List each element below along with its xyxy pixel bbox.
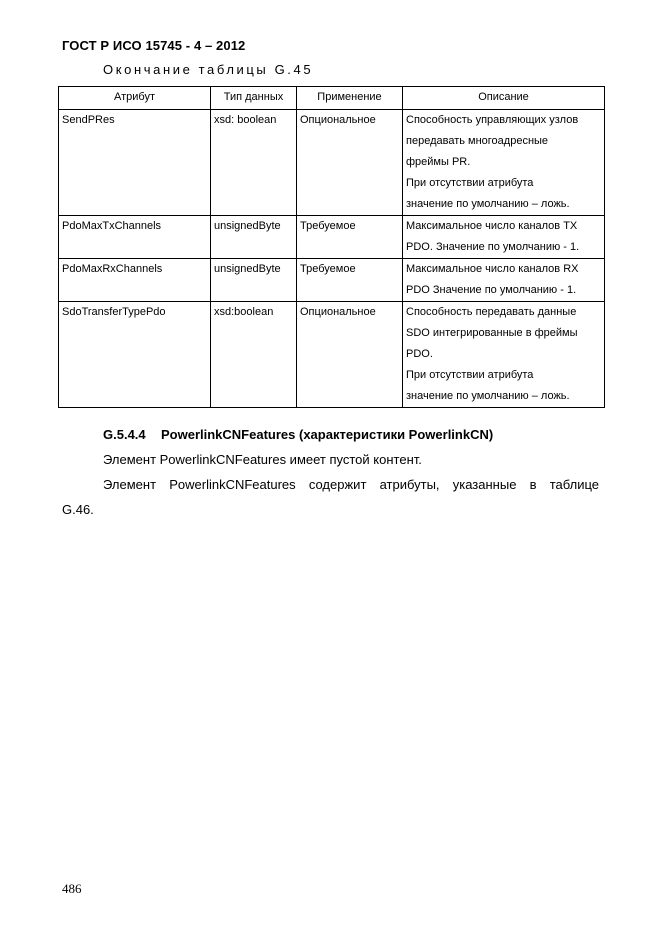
cell-usage: Требуемое [297,216,403,259]
cell-type: xsd: boolean [211,110,297,216]
cell-attribute: PdoMaxRxChannels [59,259,211,302]
cell-attribute: PdoMaxTxChannels [59,216,211,259]
table-header-row [59,87,605,110]
cell-type: unsignedByte [211,216,297,259]
description-line: Максимальное число каналов TX [406,220,578,232]
cell-type: unsignedByte [211,259,297,302]
document-header: ГОСТ Р ИСО 15745 - 4 – 2012 [62,38,246,53]
cell-usage: Опциональное [297,110,403,216]
column-header-usage: Применение [297,87,403,110]
description-line: фреймы PR. [406,156,471,168]
description-line: Способность управляющих узлов [406,114,579,126]
column-header-attribute: Атрибут [59,87,211,110]
table-row [59,259,605,302]
body-paragraph-continuation: G.46. [62,502,94,517]
cell-attribute: SendPRes [59,110,211,216]
table-row [59,216,605,259]
cell-usage: Требуемое [297,259,403,302]
description-line: SDO интегрированные в фреймы [406,327,578,339]
description-line: PDO. Значение по умолчанию - 1. [406,241,580,253]
description-line: Способность передавать данные [406,306,577,318]
body-paragraph: Элемент PowerlinkCNFeatures содержит атрибуты, указанные в таблице [103,477,599,492]
description-line: значение по умолчанию – ложь. [406,198,570,210]
page-number: 486 [62,881,82,896]
section-title: PowerlinkCNFeatures (характеристики PowerlinkCN) [161,427,494,442]
description-line: значение по умолчанию – ложь. [406,390,570,402]
cell-attribute: SdoTransferTypePdo [59,302,211,408]
description-line: PDO Значение по умолчанию - 1. [406,284,577,296]
cell-description [403,110,605,216]
attributes-table [58,86,605,408]
description-line: PDO. [406,348,433,360]
body-paragraph: Элемент PowerlinkCNFeatures имеет пустой контент. [103,452,422,467]
cell-description [403,259,605,302]
table-row [59,302,605,408]
cell-description [403,216,605,259]
cell-type: xsd:boolean [211,302,297,408]
column-header-type: Тип данных [211,87,297,110]
cell-usage: Опциональное [297,302,403,408]
section-number: G.5.4.4 [103,427,146,442]
description-line: При отсутствии атрибута [406,177,534,189]
table-row [59,110,605,216]
description-line: Максимальное число каналов RX [406,263,579,275]
column-header-description: Описание [403,87,605,110]
cell-description [403,302,605,408]
section-heading [103,425,493,445]
description-line: передавать многоадресные [406,135,549,147]
table-caption: Окончание таблицы G.45 [103,62,314,77]
description-line: При отсутствии атрибута [406,369,534,381]
